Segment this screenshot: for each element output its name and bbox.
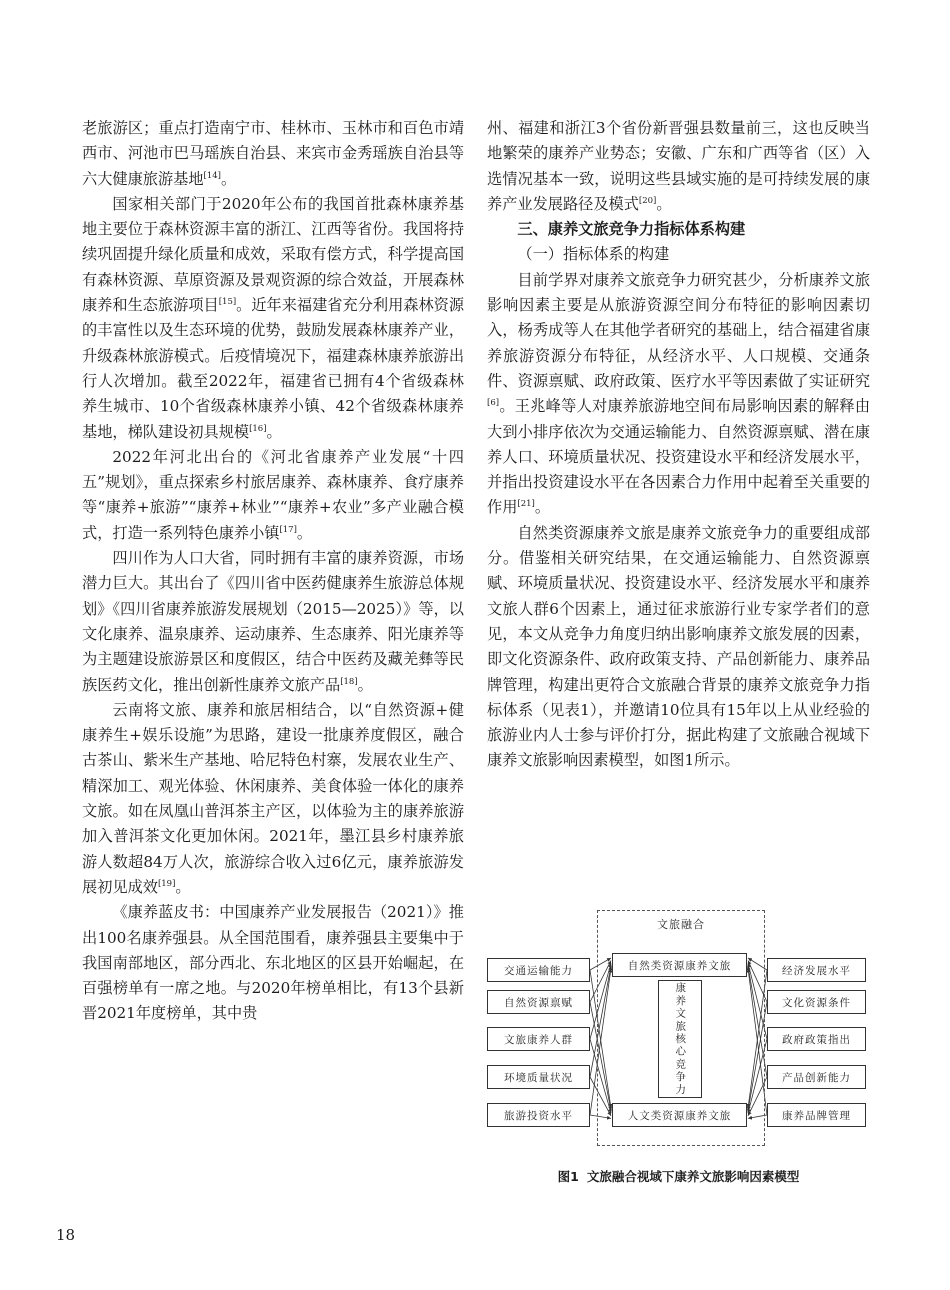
citation-reference: [17] [279,524,297,535]
paragraph-text: 。 [534,498,551,517]
paragraph-text: 。近年来福建省充分利用森林资源的丰富性以及生态环境的优势，鼓励发展森林康养产业，升级森林旅游模式。后疫情境况下，福建森林康养旅游出行人次增加。截至2022年，福建省已拥有4个省级森林养生城市、10个省级森林康养小镇、42个省级森林康养基地，梯队建设初具规模 [82,296,465,441]
citation-reference: [21] [517,499,535,510]
paragraph-text: 。 [656,194,672,213]
figure-caption [487,1167,870,1185]
paragraph [82,445,464,546]
left-factor-box: 环境质量状况 [487,1065,590,1089]
paragraph [82,116,464,192]
paragraph-text: 云南将文旅、康养和旅居相结合，以“自然资源+健康养生+娱乐设施”为思路，建设一批康养度假区，融合古茶山、紫米生产基地、哈尼特色村寨，发展农业生产、精深加工、观光体验、休闲康养、美食体验一体化的康养文旅。如在凤凰山普洱茶主产区，以体验为主的康养旅游加入普洱茶文化更加休闲。2021年，墨江县乡村康养旅游人数超84万人次，旅游综合收入过6亿元，康养旅游发展初见成效 [82,700,464,896]
right-factor-box: 文化资源条件 [767,990,866,1014]
paragraph-text: 。 [220,169,237,188]
paragraph-text: 老旅游区；重点打造南宁市、桂林市、玉林市和百色市靖西市、河池市巴马瑶族自治县、来宾市金秀瑶族自治县等六大健康旅游基地 [82,119,464,188]
figure-1 [487,900,866,1155]
left-factor-box: 旅游投资水平 [487,1103,590,1127]
paragraph-text: 自然类资源康养文旅是康养文旅竞争力的重要组成部分。借鉴相关研究结果，在交通运输能力、自然资源禀赋、环境质量状况、投资建设水平、经济发展水平和康养文旅人群6个因素上，通过征求旅游行业专家学者们的意见，本文从竞争力角度归纳出影响康养文旅发展的因素，即文化资源条件、政府政策支持、产品创新能力、康养品牌管理，构建出更符合文旅融合背景的康养文旅竞争力指标体系（见表1），并邀请10位具有15年以上从业经验的旅游业内人士参与评价打分，据此构建了文旅融合视域下康养文旅影响因素模型，如图1所示。 [487,523,870,770]
right-factor-box: 经济发展水平 [767,958,866,982]
citation-reference: [18] [340,676,358,687]
paragraph [487,268,870,521]
citation-reference: [6] [487,398,500,409]
core-competitiveness-box: 康养文旅核心竞争力 [658,980,702,1098]
integration-label: 文旅融合 [657,918,705,931]
left-factor-box: 文旅康养人群 [487,1027,590,1051]
figure-title: 文旅融合视域下康养文旅影响因素模型 [586,1169,800,1184]
citation-reference: [16] [249,423,267,434]
right-column [487,116,870,774]
subsection-heading: （一）指标体系的构建 [517,245,670,264]
paragraph [487,521,870,774]
paragraph-text: 。 [357,675,373,694]
paragraph-text: 国家相关部门于2020年公布的我国首批森林康养基地主要位于森林资源丰富的浙江、江西等省份。我国将持续巩固提升绿化质量和成效，采取有偿方式，科学提高国有森林资源、草原资源及景观资源的综合效益，开展森林康养和生态旅游项目 [82,194,464,315]
paragraph [82,698,464,900]
page-number: 18 [56,1226,76,1244]
right-factor-box: 产品创新能力 [767,1065,866,1089]
paragraph-text: 目前学界对康养文旅竞争力研究甚少，分析康养文旅影响因素主要是从旅游资源空间分布特征的影响因素切入，杨秀成等人在其他学者研究的基础上，结合福建省康养旅游资源分布特征，从经济水平、人口规模、交通条件、资源禀赋、政府政策、医疗水平等因素做了实证研究 [487,270,870,390]
paragraph [82,192,464,445]
paragraph [82,900,464,1026]
left-factor-box: 自然资源禀赋 [487,990,590,1014]
right-factor-box: 政府政策指出 [767,1027,866,1051]
right-factor-box: 康养品牌管理 [767,1103,866,1127]
paragraph-text: 四川作为人口大省，同时拥有丰富的康养资源，市场潜力巨大。其出台了《四川省中医药健康养生旅游总体规划》《四川省康养旅游发展规划（2015—2025）》等，以文化康养、温泉康养、运动康养、生态康养、阳光康养等为主题建设旅游景区和度假区，结合中医药及藏羌彝等民族医药文化，推出创新性康养文旅产品 [82,549,464,694]
citation-reference: [19] [157,878,176,889]
section-heading: 三、康养文旅竞争力指标体系构建 [517,220,746,239]
cultural-resource-box: 人文类资源康养文旅 [612,1103,747,1127]
citation-reference: [15] [218,297,237,308]
paragraph-text: 。 [175,877,191,896]
left-column [82,116,464,1027]
figure-number: 图1 [557,1169,579,1184]
paragraph-text: 《康养蓝皮书：中国康养产业发展报告（2021）》推出100名康养强县。从全国范围看，康养强县主要集中于我国南部地区，部分西北、东北地区的区县开始崛起，在百强榜单有一席之地。与2020年榜单相比，有13个县新晋2021年度榜单，其中贵 [82,903,464,1023]
paragraph [487,116,870,217]
paragraph-text: 2022年河北出台的《河北省康养产业发展“十四五”规划》，重点探索乡村旅居康养、森林康养、食疗康养等“康养+旅游”“康养+林业”“康养+农业”多产业融合模式，打造一系列特色康养小镇 [82,447,464,542]
natural-resource-box: 自然类资源康养文旅 [612,953,747,977]
paragraph [82,546,464,698]
citation-reference: [14] [203,170,221,181]
paragraph-text: 。 [266,422,282,441]
paragraph-text: 。 [296,523,313,542]
paragraph-text: 。王兆峰等人对康养旅游地空间布局影响因素的解释由大到小排序依次为交通运输能力、自然资源禀赋、潜在康养人口、环境质量状况、投资建设水平和经济发展水平，并指出投资建设水平在各因素合力作用中起着至关重要的作用 [487,397,870,517]
citation-reference: [20] [638,195,657,206]
left-factor-box: 交通运输能力 [487,958,590,982]
paragraph-text: 州、福建和浙江3个省份新晋强县数量前三，这也反映当地繁荣的康养产业势态；安徽、广东和广西等省（区）入选情况基本一致，说明这些县域实施的是可持续发展的康养产业发展路径及模式 [487,119,870,213]
